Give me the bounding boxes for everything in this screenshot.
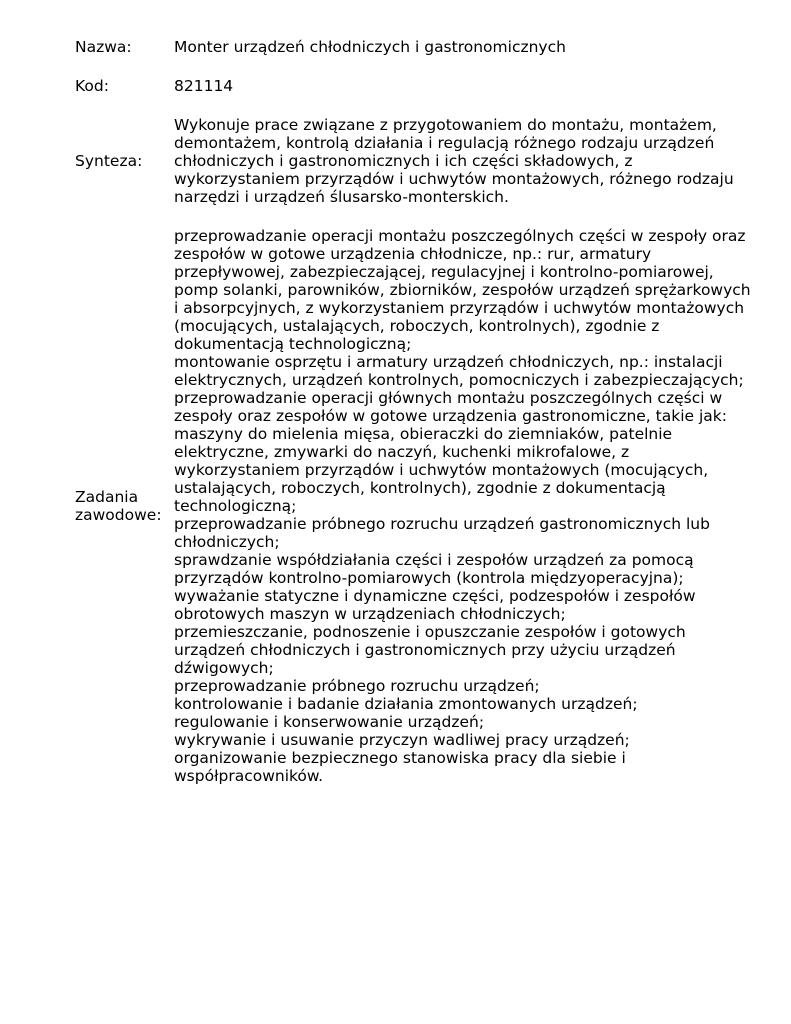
tasks-line: zespoły oraz zespołów w gotowe urządzenia gastronomiczne, takie jak: — [174, 407, 727, 425]
synthesis-line: wykorzystaniem przyrządów i uchwytów montażowych, różnego rodzaju — [174, 170, 734, 188]
tasks-line: przeprowadzanie próbnego rozruchu urządzeń gastronomicznych lub — [174, 515, 710, 533]
tasks-line: dokumentacją technologiczną; — [174, 335, 412, 353]
tasks-line: montowanie osprzętu i armatury urządzeń chłodniczych, np.: instalacji — [174, 353, 723, 371]
tasks-line: zespołów w gotowe urządzenia chłodnicze, np.: rur, armatury — [174, 245, 652, 263]
tasks-line: pomp solanki, parowników, zbiorników, zespołów urządzeń sprężarkowych — [174, 281, 751, 299]
tasks-line: sprawdzanie współdziałania części i zespołów urządzeń za pomocą — [174, 551, 694, 569]
tasks-line: maszyny do mielenia mięsa, obieraczki do ziemniaków, patelnie — [174, 425, 673, 443]
synthesis-line: narzędzi i urządzeń ślusarsko-monterskich. — [174, 188, 509, 206]
tasks-line: chłodniczych; — [174, 533, 280, 551]
synthesis-line: Wykonuje prace związane z przygotowaniem do montażu, montażem, — [174, 116, 717, 134]
tasks-line: przeprowadzanie operacji montażu poszczególnych części w zespoły oraz — [174, 227, 746, 245]
tasks-line: przeprowadzanie próbnego rozruchu urządzeń; — [174, 677, 540, 695]
tasks-line: wykorzystaniem przyrządów i uchwytów montażowych (mocujących, — [174, 461, 709, 479]
tasks-line: wyważanie statyczne i dynamiczne części, podzespołów i zespołów — [174, 587, 696, 605]
tasks-line: elektryczne, zmywarki do naczyń, kuchenki mikrofalowe, z — [174, 443, 630, 461]
code-value: 821114 — [174, 77, 234, 95]
tasks-line: współpracowników. — [174, 767, 324, 785]
tasks-label-line: zawodowe: — [75, 506, 162, 524]
tasks-line: przeprowadzanie operacji głównych montażu poszczególnych części w — [174, 389, 723, 407]
name-row — [75, 38, 765, 56]
tasks-line: przepływowej, zabezpieczającej, regulacyjnej i kontrolno-pomiarowej, — [174, 263, 714, 281]
tasks-label — [75, 488, 174, 524]
tasks-line: technologiczną; — [174, 497, 297, 515]
tasks-line: regulowanie i konserwowanie urządzeń; — [174, 713, 485, 731]
name-value: Monter urządzeń chłodniczych i gastronomicznych — [174, 38, 566, 56]
tasks-line: (mocujących, ustalających, roboczych, kontrolnych), zgodnie z — [174, 317, 660, 335]
tasks-line: ustalających, roboczych, kontrolnych), zgodnie z dokumentacją — [174, 479, 666, 497]
tasks-line: kontrolowanie i badanie działania zmontowanych urządzeń; — [174, 695, 638, 713]
tasks-text — [174, 227, 759, 785]
synthesis-label: Synteza: — [75, 152, 143, 170]
tasks-line: elektrycznych, urządzeń kontrolnych, pomocniczych i zabezpieczających; — [174, 371, 744, 389]
synthesis-text — [174, 116, 759, 206]
tasks-line: obrotowych maszyn w urządzeniach chłodniczych; — [174, 605, 566, 623]
code-label: Kod: — [75, 77, 109, 95]
name-label: Nazwa: — [75, 38, 132, 56]
tasks-row — [75, 227, 765, 785]
synthesis-row — [75, 116, 765, 206]
tasks-line: i absorpcyjnych, z wykorzystaniem przyrządów i uchwytów montażowych — [174, 299, 745, 317]
tasks-line: organizowanie bezpiecznego stanowiska pracy dla siebie i — [174, 749, 626, 767]
tasks-line: dźwigowych; — [174, 659, 274, 677]
occupation-record — [75, 38, 765, 785]
tasks-line: przemieszczanie, podnoszenie i opuszczanie zespołów i gotowych — [174, 623, 686, 641]
tasks-line: przyrządów kontrolno-pomiarowych (kontrola międzyoperacyjna); — [174, 569, 684, 587]
tasks-label-line: Zadania — [75, 488, 139, 506]
synthesis-line: chłodniczych i gastronomicznych i ich części składowych, z — [174, 152, 633, 170]
code-row — [75, 77, 765, 95]
tasks-line: urządzeń chłodniczych i gastronomicznych przy użyciu urządzeń — [174, 641, 676, 659]
synthesis-line: demontażem, kontrolą działania i regulacją różnego rodzaju urządzeń — [174, 134, 715, 152]
tasks-line: wykrywanie i usuwanie przyczyn wadliwej pracy urządzeń; — [174, 731, 630, 749]
